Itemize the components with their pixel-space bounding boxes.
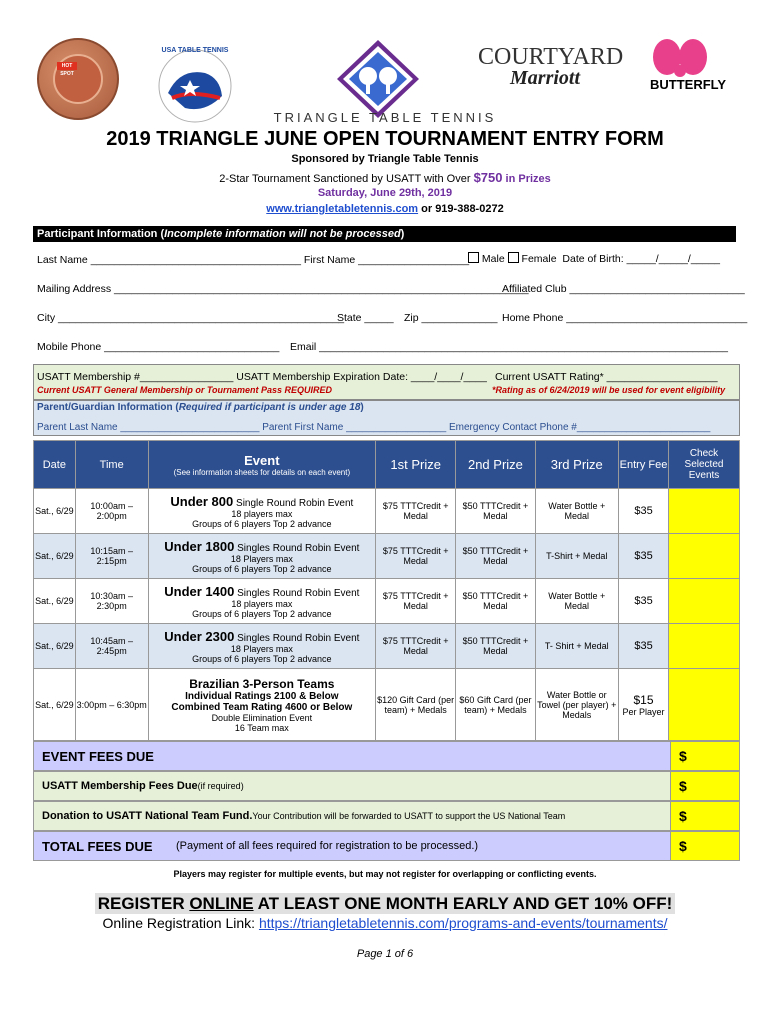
participant-bar-italic: Incomplete information will not be processed [164, 228, 401, 240]
entry-fee-cell: $35 [618, 579, 668, 624]
second-prize-cell: $50 TTTCredit + Medal [456, 579, 535, 624]
first-prize-cell: $75 TTTCredit + Medal [376, 489, 456, 534]
donation-title: Donation to USATT National Team Fund. [42, 810, 253, 822]
table-row [34, 624, 740, 669]
female-label: Female [521, 253, 557, 265]
event-title [149, 584, 375, 599]
rating-eligibility-note: *Rating as of 6/24/2019 will be used for event eligibility [492, 385, 726, 395]
event-select-checkbox[interactable] [669, 534, 740, 579]
donation-row [33, 801, 740, 831]
first-prize-cell: $75 TTTCredit + Medal [376, 579, 456, 624]
donation-amount[interactable]: $ [670, 802, 739, 830]
home-phone-field[interactable]: Home Phone _______________________________ [502, 312, 748, 324]
triangle-table-tennis-logo [335, 38, 421, 120]
event-fees-label: EVENT FEES DUE [42, 748, 154, 764]
usatt-fees-label [34, 772, 672, 800]
event-tail: Singles Round Robin Event [234, 542, 360, 554]
marriott-wordmark: Marriott [510, 67, 581, 89]
last-first-name-field[interactable]: Last Name ____________________________________ First Name ___________________ [37, 254, 470, 266]
page-title: 2019 TRIANGLE JUNE OPEN TOURNAMENT ENTRY FORM [106, 128, 664, 150]
entry-fee-cell: $35 [618, 624, 668, 669]
event-main: Under 1400 [164, 583, 235, 599]
header-second-prize: 2nd Prize [456, 441, 535, 489]
header-time: Time [75, 441, 148, 489]
event-time-cell: 10:15am – 2:15pm [75, 534, 148, 579]
affiliated-club-field[interactable]: Affiliated Club ______________________________ [502, 283, 745, 295]
event-max-players: 18 Players max [230, 553, 293, 564]
courtyard-marriott-logo [478, 44, 628, 96]
guardian-label: Parent/Guardian Information ( [37, 402, 179, 413]
guardian-fields[interactable]: Parent Last Name _________________________ Parent First Name __________________ Emergency Contact Phone #________________________ [37, 422, 711, 433]
header-third-prize: 3rd Prize [535, 441, 618, 489]
prize-suffix: in Prizes [502, 173, 551, 185]
event-date-cell: Sat., 6/29 [34, 579, 76, 624]
sanction-line [0, 170, 770, 185]
event-tail: Single Round Robin Event [233, 497, 354, 509]
header-check-events: Check Selected Events [669, 441, 740, 489]
male-label: Male [481, 253, 505, 265]
event-name-cell [148, 624, 375, 669]
second-prize-cell: $50 TTTCredit + Medal [456, 624, 535, 669]
gender-dob-row [468, 252, 720, 265]
female-checkbox[interactable] [508, 252, 519, 263]
team-rating-rule: Individual Ratings 2100 & Below [185, 690, 339, 702]
hot-spot-label: HOT SPOT [57, 62, 77, 70]
total-fees-amount[interactable]: $ [670, 832, 739, 860]
team-fee: $15 [633, 692, 654, 707]
online-registration-link[interactable]: https://triangletabletennis.com/programs-and-events/tournaments/ [258, 915, 668, 931]
event-format: Groups of 6 players Top 2 advance [192, 518, 332, 529]
event-format: Groups of 6 players Top 2 advance [192, 653, 332, 664]
usatt-rating-field[interactable]: Current USATT Rating* ___________________ [495, 371, 718, 383]
event-time-cell: 3:00pm – 6:30pm [75, 669, 148, 741]
total-fees-note: (Payment of all fees required for registration to be processed.) [176, 840, 479, 852]
total-fees-label [34, 832, 672, 860]
event-main: Under 800 [170, 493, 234, 509]
event-tail: Singles Round Robin Event [234, 587, 360, 599]
first-prize-cell: $75 TTTCredit + Medal [376, 534, 456, 579]
prize-amount: $750 [473, 170, 503, 185]
guardian-heading [37, 402, 364, 413]
guardian-close: ) [360, 402, 364, 413]
sanction-prefix: 2-Star Tournament Sanctioned by USATT with Over [219, 173, 474, 185]
register-b: AT LEAST ONE MONTH EARLY AND GET 10% OFF! [253, 894, 673, 913]
event-title [149, 629, 375, 644]
usatt-fees-title: USATT Membership Fees Due [42, 780, 198, 792]
event-select-checkbox[interactable] [669, 579, 740, 624]
register-highlight [95, 893, 676, 914]
event-title [149, 494, 375, 509]
event-select-checkbox[interactable] [669, 624, 740, 669]
table-row [34, 534, 740, 579]
triangle-wordmark: TRIANGLE TABLE TENNIS [273, 110, 497, 125]
zip-field[interactable]: Zip _____________ [404, 312, 498, 324]
event-max-players: 18 players max [231, 508, 293, 519]
event-format: Groups of 6 players Top 2 advance [192, 563, 332, 574]
event-date: Saturday, June 29th, 2019 [317, 187, 453, 199]
event-select-checkbox[interactable] [669, 489, 740, 534]
email-field[interactable]: Email ______________________________________________________________________ [290, 341, 728, 353]
butterfly-wordmark: BUTTERFLY [650, 77, 727, 92]
mobile-phone-field[interactable]: Mobile Phone ______________________________ [37, 341, 280, 353]
hot-spot-logo [37, 38, 119, 120]
third-prize-cell: T-Shirt + Medal [535, 534, 618, 579]
sponsor-line: Sponsored by Triangle Table Tennis [291, 153, 479, 165]
first-prize-cell: $120 Gift Card (per team) + Medals [376, 669, 456, 741]
state-field[interactable]: State _____ [337, 312, 394, 324]
second-prize-cell: $60 Gift Card (per team) + Medals [456, 669, 535, 741]
usatt-requirement-note: Current USATT General Membership or Tournament Pass REQUIRED [37, 385, 333, 395]
mailing-address-field[interactable]: Mailing Address _______________________________________________________________________ [37, 283, 529, 295]
participant-bar-close: ) [400, 228, 405, 240]
table-row [34, 669, 740, 741]
second-prize-cell: $50 TTTCredit + Medal [456, 534, 535, 579]
event-max-players: 18 Players max [230, 643, 293, 654]
event-time-cell: 10:00am – 2:00pm [75, 489, 148, 534]
multiple-events-note: Players may register for multiple events, but may not register for overlapping or conflicting events. [173, 869, 597, 879]
event-tail: Singles Round Robin Event [234, 632, 360, 644]
event-main: Under 2300 [164, 628, 235, 644]
event-fees-amount[interactable]: $ [670, 742, 739, 770]
third-prize-cell: T- Shirt + Medal [535, 624, 618, 669]
header-first-prize: 1st Prize [376, 441, 456, 489]
entry-fee-cell: $35 [618, 534, 668, 579]
online-registration-line [0, 915, 770, 931]
third-prize-cell: Water Bottle or Towel (per player) + Medals [535, 669, 618, 741]
event-time-cell: 10:30am – 2:30pm [75, 579, 148, 624]
register-a: REGISTER [97, 894, 190, 913]
website-link[interactable]: www.triangletabletennis.com [266, 203, 419, 215]
event-date-cell: Sat., 6/29 [34, 534, 76, 579]
first-prize-cell: $75 TTTCredit + Medal [376, 624, 456, 669]
event-name-cell [148, 579, 375, 624]
table-row [34, 579, 740, 624]
entry-fee-cell: $35 [618, 489, 668, 534]
page-number: Page 1 of 6 [356, 948, 414, 960]
team-max: 16 Team max [234, 722, 289, 733]
usa-tt-logo-text: USA TABLE TENNIS [161, 47, 229, 54]
team-format: Double Elimination Event [211, 712, 313, 723]
register-banner [0, 894, 770, 914]
event-format: Groups of 6 players Top 2 advance [192, 608, 332, 619]
event-date-cell: Sat., 6/29 [34, 624, 76, 669]
male-checkbox[interactable] [468, 252, 479, 263]
guardian-italic: Required if participant is under age 18 [178, 402, 361, 413]
usatt-fees-note: (if required) [197, 781, 244, 791]
phone-number: or 919-388-0272 [418, 203, 504, 215]
online-link-label: Online Registration Link: [102, 915, 259, 931]
team-fee-note: Per Player [622, 706, 665, 717]
contact-line [0, 203, 770, 215]
event-name-cell [148, 534, 375, 579]
header-date: Date [34, 441, 76, 489]
event-date-cell: Sat., 6/29 [34, 669, 76, 741]
usatt-fees-amount[interactable]: $ [670, 772, 739, 800]
header-event-label: Event [244, 452, 280, 468]
event-time-cell: 10:45am – 2:45pm [75, 624, 148, 669]
header-event-sub: (See information sheets for details on each event) [173, 467, 351, 477]
team-event-title: Brazilian 3-Person Teams [189, 676, 335, 691]
events-table [33, 440, 740, 741]
donation-note: Your Contribution will be forwarded to USATT to support the US National Team [252, 811, 566, 821]
event-max-players: 18 players max [231, 598, 293, 609]
header-event [148, 441, 375, 489]
event-name-cell [148, 669, 375, 741]
entry-fee-cell [618, 669, 668, 741]
register-online: ONLINE [189, 894, 254, 913]
city-field[interactable]: City _________________________________________________ [37, 312, 345, 324]
usatt-fees-row [33, 771, 740, 801]
total-fees-title: TOTAL FEES DUE [42, 838, 153, 854]
table-row [34, 489, 740, 534]
team-combined-rule: Combined Team Rating 4600 or Below [171, 701, 353, 713]
event-fees-row [33, 741, 740, 771]
event-main: Under 1800 [164, 538, 235, 554]
participant-bar-label: Participant Information ( [37, 228, 165, 240]
event-date-cell: Sat., 6/29 [34, 489, 76, 534]
total-fees-row [33, 831, 740, 861]
event-select-checkbox[interactable] [669, 669, 740, 741]
header-entry-fee: Entry Fee [618, 441, 668, 489]
participant-info-bar [33, 226, 736, 242]
event-name-cell [148, 489, 375, 534]
usatt-membership-field[interactable]: USATT Membership #________________ USATT Membership Expiration Date: ____/____/____ [37, 371, 487, 383]
courtyard-wordmark: COURTYARD [478, 44, 624, 70]
event-title [149, 539, 375, 554]
donation-label [34, 802, 672, 830]
second-prize-cell: $50 TTTCredit + Medal [456, 489, 535, 534]
third-prize-cell: Water Bottle + Medal [535, 489, 618, 534]
dob-field[interactable]: Date of Birth: _____/_____/_____ [562, 253, 721, 265]
third-prize-cell: Water Bottle + Medal [535, 579, 618, 624]
